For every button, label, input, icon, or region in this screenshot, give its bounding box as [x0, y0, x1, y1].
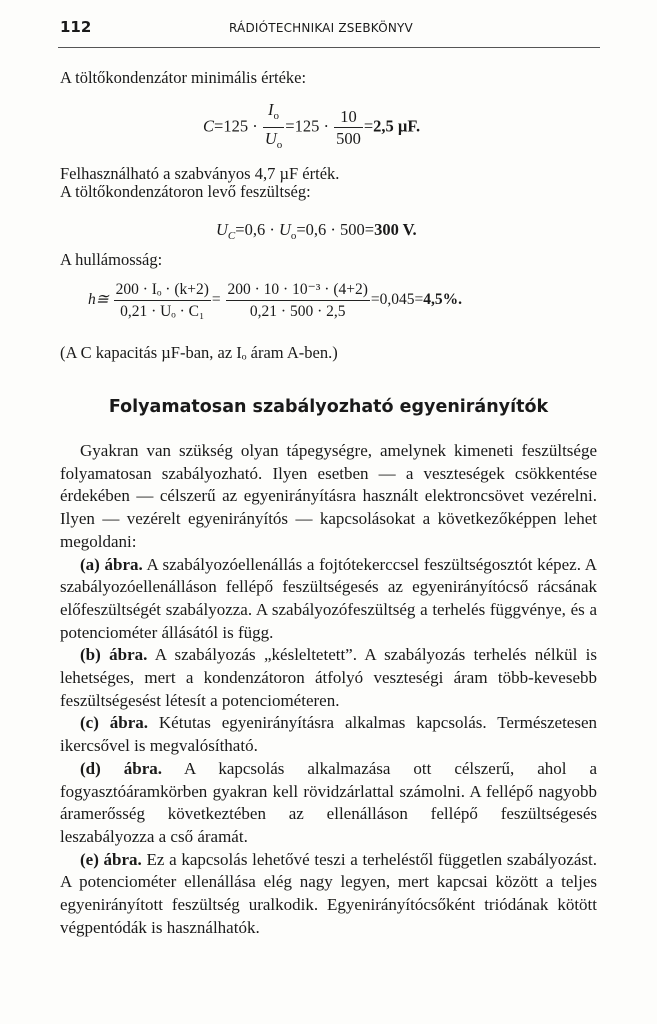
eq1-f2-num: 10: [334, 107, 363, 128]
eq2-lhs-sub: C: [227, 230, 236, 242]
figure-a-text: A szabályozóellenállás a fojtótekerccsel feszültségosztót képez. A szabályozóellenálláson fellépő feszültségesés az egyenirányítócső rácsának előfeszültségét szabályozza. A szabályozófeszültség a terhelés függvénye, és a potenciométer állásától is függ.: [60, 554, 597, 642]
eq1-f1-den: U: [264, 129, 277, 148]
eq2-var: U: [278, 220, 291, 239]
running-title: RÁDIÓTECHNIKAI ZSEBKÖNYV: [229, 21, 413, 35]
section-heading: Folyamatosan szabályozható egyenirányítók: [108, 397, 549, 417]
figure-d-label: (d) ábra.: [80, 758, 162, 778]
figure-e-text: Ez a kapcsolás lehetővé teszi a terheléstől független szabályozást. A potenciométer ellenállása elég nagy legyen, mert kapcsai között a teljes egyenirányított feszültség uralkodik. Egyenirányítócsőként triódának kötött végpentódák is használhatók.: [60, 849, 597, 937]
figure-b-label: (b) ábra.: [80, 645, 148, 665]
eq3-lhs: h≅: [88, 291, 109, 309]
eq1-result: 2,5 µF.: [373, 116, 421, 136]
eq2-part2: =0,6 · 500=: [296, 220, 375, 239]
eq1-eq3: =: [363, 116, 374, 136]
figure-c-text: Kétutas egyenirányításra alkalmas kapcsolás. Természetesen ikercsővel is megvalósítható.: [60, 713, 597, 756]
eq2-var-sub: o: [290, 230, 297, 242]
eq1-const2: 125 ·: [294, 116, 329, 136]
figure-e-label: (e) ábra.: [80, 849, 142, 869]
header-rule: [58, 47, 600, 48]
voltage-intro: A töltőkondenzátoron levő feszültség:: [60, 182, 311, 201]
figure-b-paragraph: [60, 644, 597, 712]
eq1-f2-den: 500: [336, 129, 361, 148]
eq2-result: 300 V.: [374, 220, 417, 239]
eq3-eq: =: [211, 291, 221, 309]
standard-value-text: Felhasználható a szabványos 4,7 µF érték.: [60, 164, 340, 183]
section-body: [60, 440, 597, 939]
figure-d-text: A kapcsolás alkalmazása ott célszerű, ahol a fogyasztóáramkörben gyakran kell rövidzárlattal számolni. A fellépő nagyobb áramerősség következtében az ellenálláson fellépő feszültségesés leszabályozza a cső áramát.: [60, 758, 597, 846]
intro-paragraph: Gyakran van szükség olyan tápegységre, amelynek kimeneti feszültsége folyamatosan szabályozható. Ilyen esetben — a veszteségek csökkentése érdekében — célszerű az egyenirányításra használt elektroncsövet vezérelni. Ilyen — vezérelt egyenirányítós — kapcsolásokat a következőképpen lehet megoldani:: [60, 441, 597, 551]
page-number: 112: [60, 18, 92, 36]
figure-d-paragraph: [60, 758, 597, 849]
ripple-intro: A hullámosság:: [60, 250, 163, 269]
units-note: (A C kapacitás µF-ban, az Iₒ áram A-ben.): [60, 343, 338, 362]
figure-a-paragraph: [60, 554, 597, 645]
figure-c-paragraph: [60, 712, 597, 757]
eq2-lhs: U: [216, 220, 228, 239]
eq3-f2-den: 0,21 · 500 · 2,5: [249, 303, 346, 320]
equation-voltage: [216, 220, 417, 242]
eq1-f1-num-sub: o: [273, 110, 280, 122]
eq1-lhs: C: [203, 116, 215, 136]
eq1-const: 125 ·: [223, 116, 258, 136]
eq2-part1: =0,6 ·: [235, 220, 279, 239]
figure-c-label: (c) ábra.: [80, 713, 149, 733]
equation-capacitance: [203, 100, 420, 155]
eq3-f1-num: 200 · Iₒ · (k+2): [114, 280, 211, 301]
eq3-f2-num: 200 · 10 · 10⁻³ · (4+2): [226, 280, 370, 301]
equation-ripple: [88, 280, 462, 321]
eq1-fraction-1: [263, 100, 284, 155]
figure-e-paragraph: [60, 849, 597, 940]
figure-b-text: A szabályozás „késleltetett”. A szabályozás terhelés nélkül is lehetséges, mert a kondenzátoron átfolyó veszteségi áram több-kevesebb feszültségesést létesít a potenciométeren.: [60, 645, 597, 710]
eq3-f1-den: 0,21 · Uₒ · C₁: [120, 303, 205, 320]
eq1-eq2: =: [285, 116, 295, 136]
eq1-eq: =: [214, 116, 224, 136]
figure-a-label: (a) ábra.: [80, 554, 143, 574]
eq3-value: =0,045=: [370, 291, 424, 309]
eq3-fraction-2: [226, 280, 370, 321]
eq3-result: 4,5%.: [423, 291, 463, 309]
eq1-f1-den-sub: o: [276, 139, 283, 151]
capacitor-intro: A töltőkondenzátor minimális értéke:: [60, 68, 307, 87]
eq1-f1-num: I: [268, 100, 274, 119]
eq3-fraction-1: [114, 280, 211, 321]
eq1-fraction-2: [334, 107, 363, 148]
